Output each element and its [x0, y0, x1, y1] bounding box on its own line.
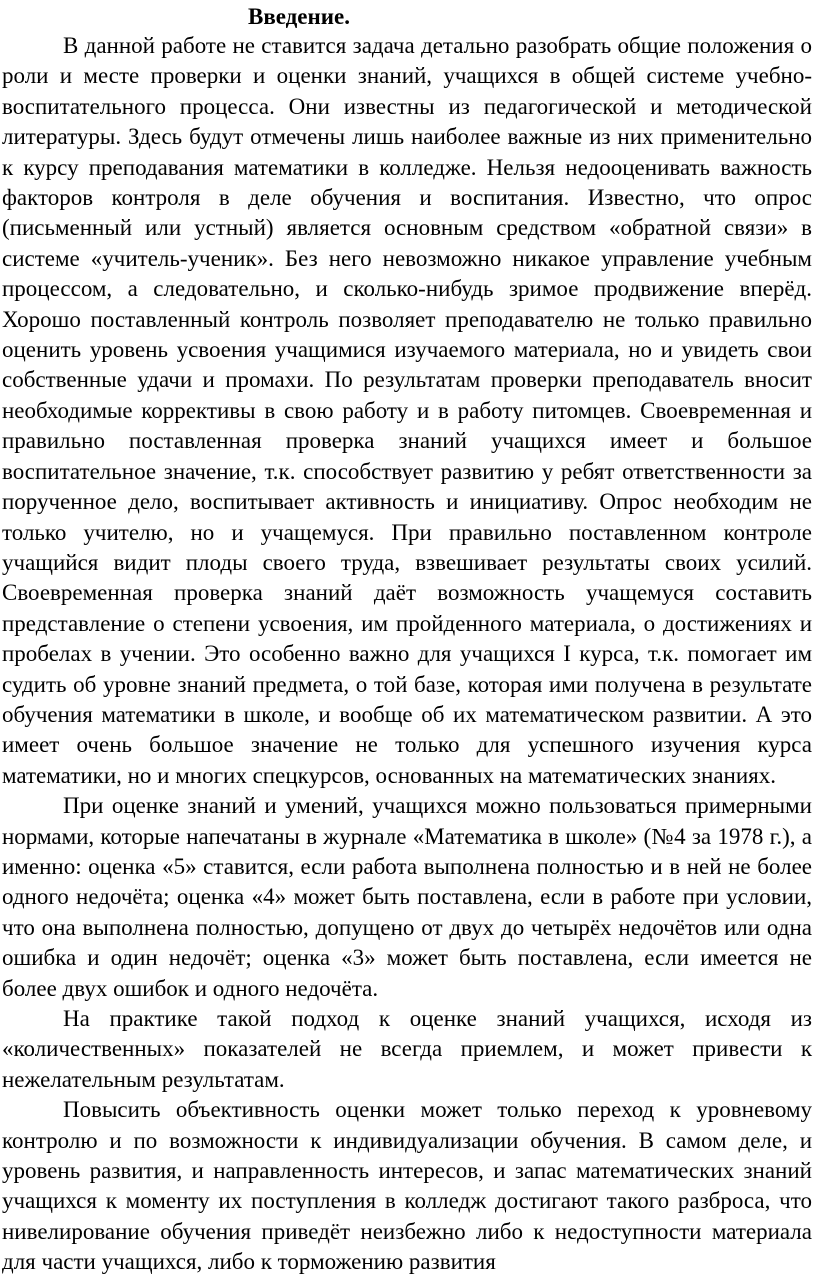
paragraph-objectivity: Повысить объективность оценки может только переход к уровневому контролю и по возможности к индивидуализации обучения. В самом деле, и уровень развития, и направленность интересов, и запас математических знаний учащихся к моменту их поступления в колледж достигают такого разброса, что нивелирование обучения приведёт неизбежно либо к недоступности материала для части учащихся, либо к торможению развития — [2, 1097, 812, 1275]
paragraph-intro: В данной работе не ставится задача детально разобрать общие положения о роли и месте проверки и оценки знаний, учащихся в общей системе учебно-воспитательного процесса. Они известны из педагогической и методической литературы. Здесь будут отмечены лишь наиболее важные из них применительно к курсу преподавания математики в колледже. Нельзя недооценивать важность факторов контроля в деле обучения и воспитания. Известно, что опрос (письменный или устный) является основным средством «обратной связи» в системе «учитель-ученик». Без него невозможно никакое управление учебным процессом, а следовательно, и сколько-нибудь зримое продвижение вперёд. Хорошо поставленный контроль позволяет преподавателю не только правильно оценить уровень усвоения учащимися изучаемого материала, но и увидеть свои собственные удачи и промахи. По результатам проверки преподаватель вносит необходимые коррективы в свою работу и в работу питомцев. Своевременная и правильно поставленная проверка знаний учащихся имеет и большое воспитательное значение, т.к. способствует развитию у ребят ответственности за порученное дело, воспитывает активность и инициативу. Опрос необходим не только учителю, но и учащемуся. При правильно поставленном контроле учащийся видит плоды своего труда, взвешивает результаты своих усилий. Своевременная проверка знаний даёт возможность учащемуся составить представление о степени усвоения, им пройденного материала, о достижениях и пробелах в учении. Это особенно важно для учащихся I курса, т.к. помогает им судить об уровне знаний предмета, о той базе, которая ими получена в результате обучения математики в школе, и вообще об их математическом развитии. А это имеет очень большое значение не только для успешного изучения курса математики, но и многих спецкурсов, основанных на математических знаниях. — [2, 33, 812, 788]
paragraph-practice: На практике такой подход к оценке знаний учащихся, исходя из «количественных» показателей не всегда приемлем, и может привести к нежелательным результатам. — [2, 1006, 812, 1092]
paragraph-norms: При оценке знаний и умений, учащихся можно пользоваться примерными нормами, которые напечатаны в журнале «Математика в школе» (№4 за 1978 г.), а именно: оценка «5» ставится, если работа выполнена полностью и в ней не более одного недочёта; оценка «4» может быть поставлена, если в работе при условии, что она выполнена полностью, допущено от двух до четырёх недочётов или одна ошибка и один недочёт; оценка «3» может быть поставлена, если имеется не более двух ошибок и одного недочёта. — [2, 793, 812, 1001]
section-title: Введение. — [248, 4, 350, 29]
